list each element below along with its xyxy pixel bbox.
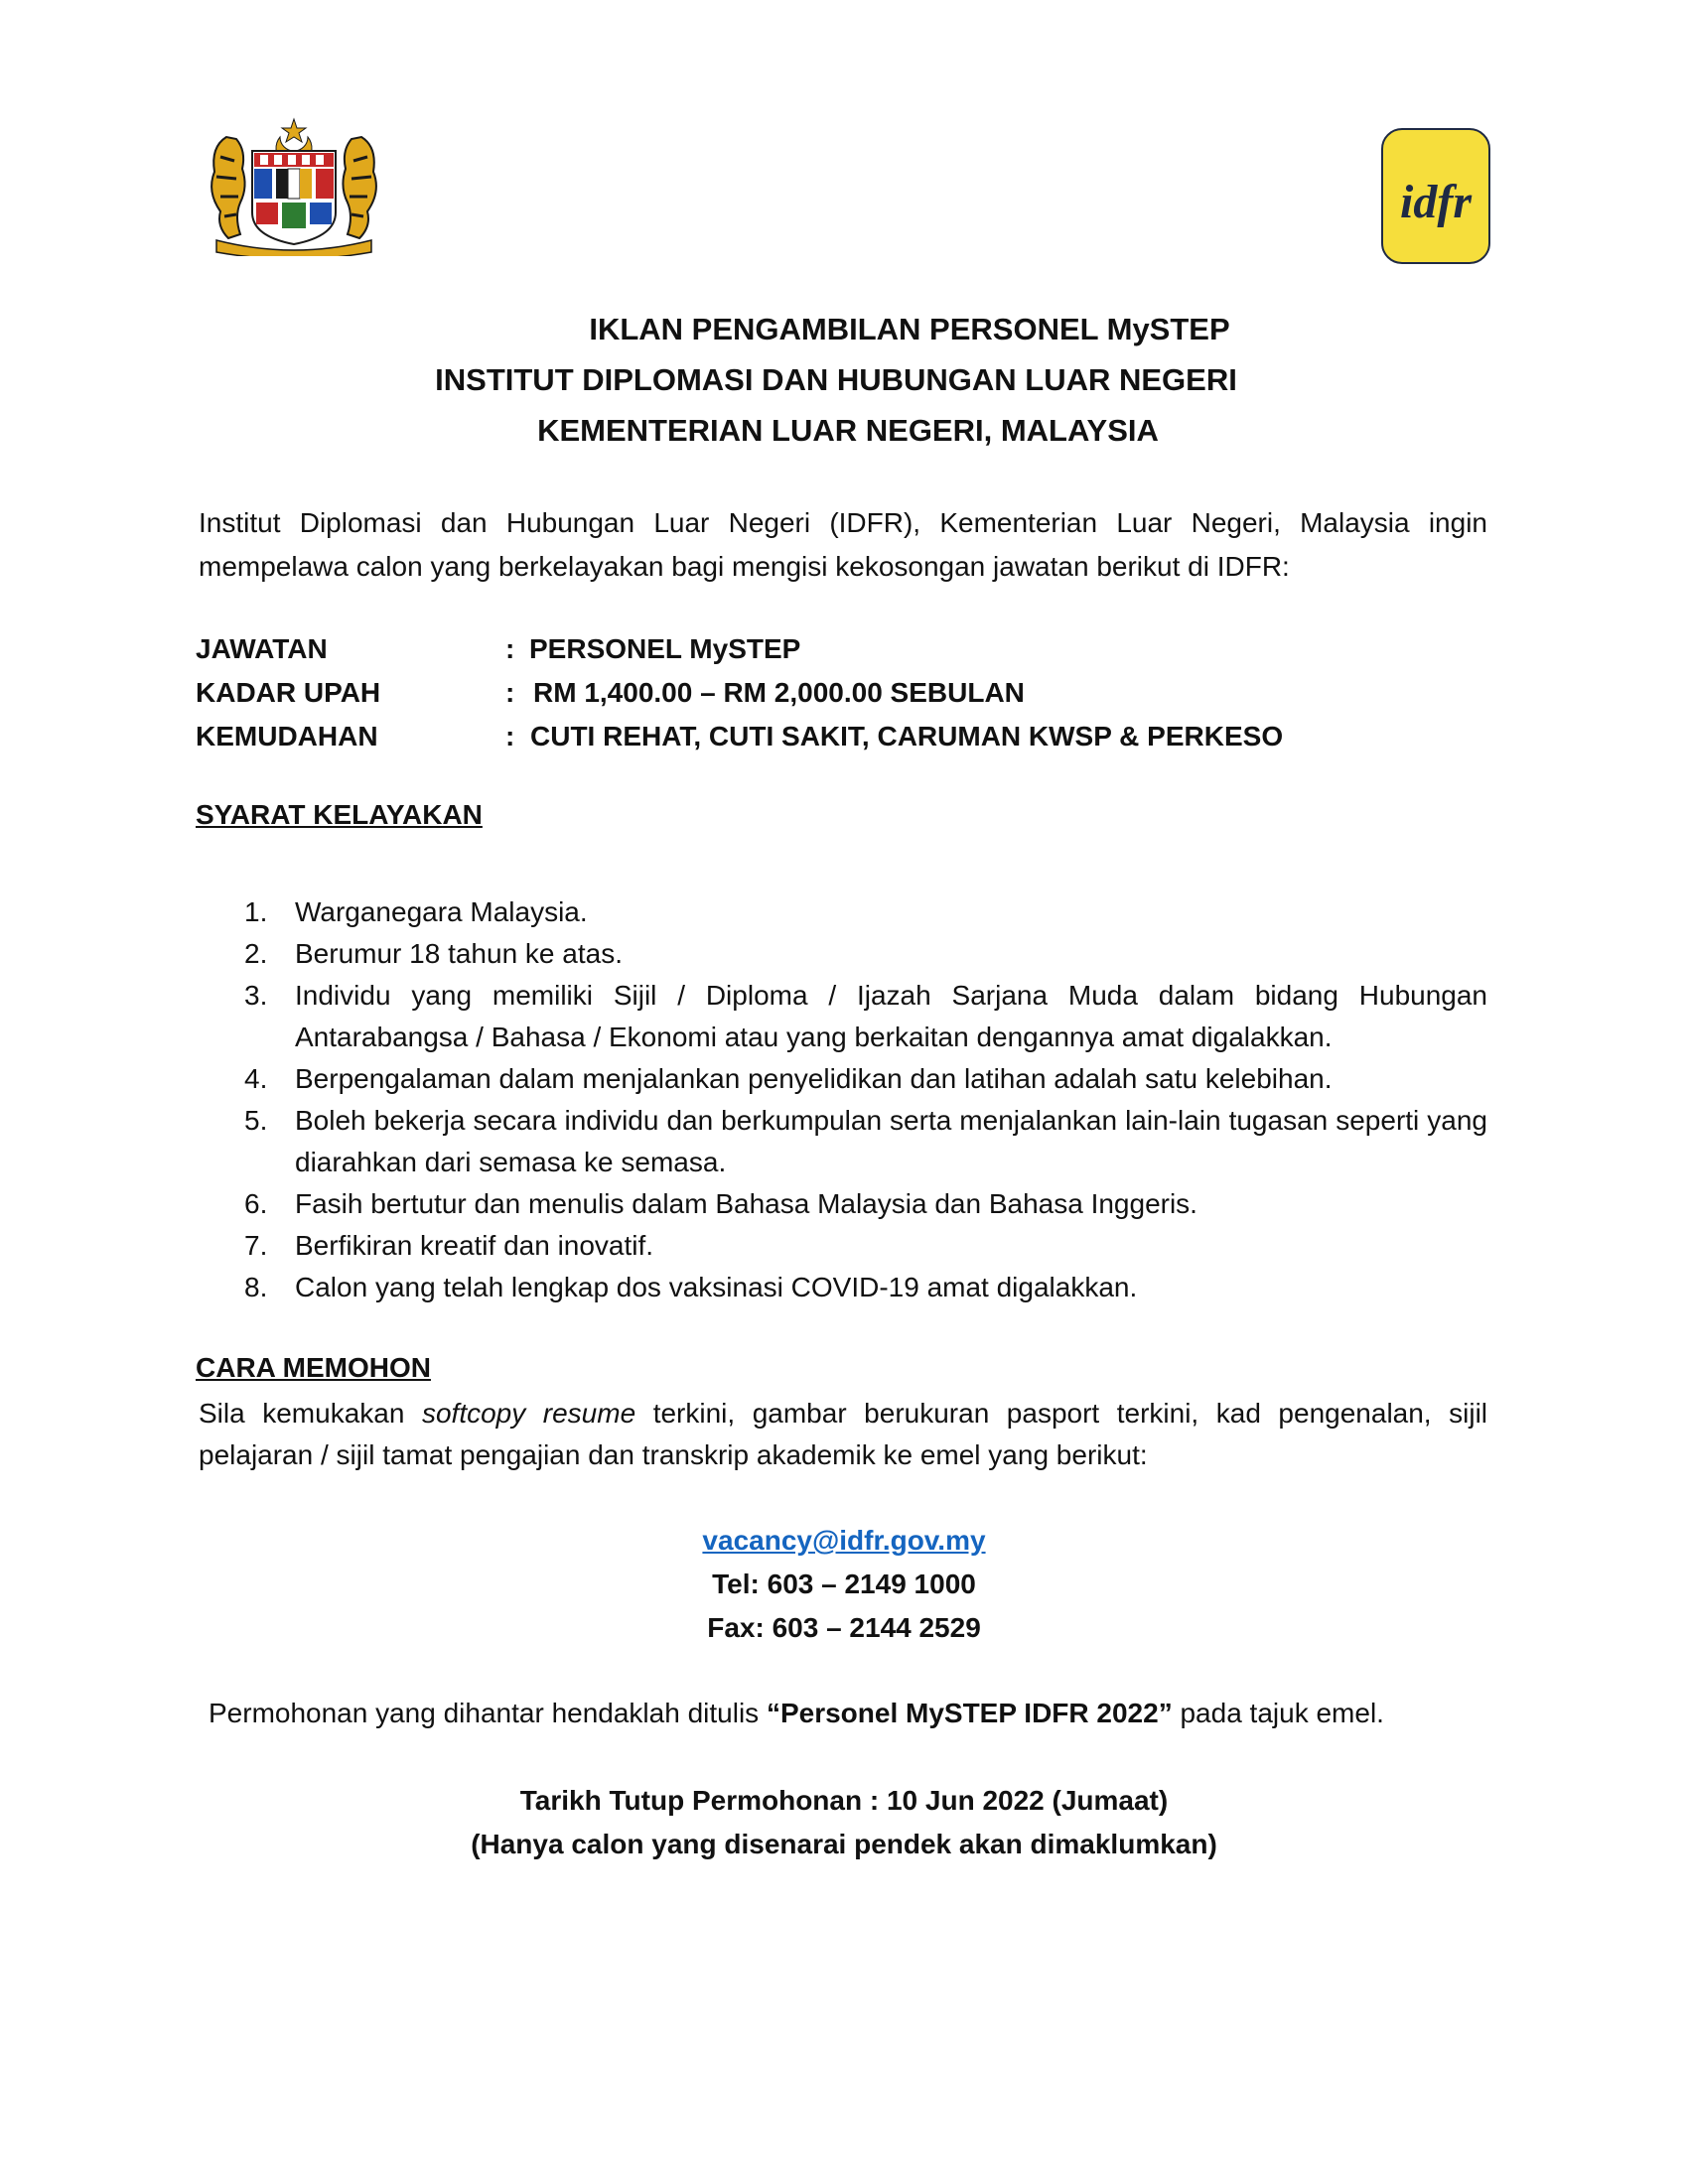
list-text: Warganegara Malaysia. (295, 896, 588, 927)
how-to-apply-text (199, 1393, 1487, 1476)
malaysia-coat-of-arms-icon (197, 117, 391, 256)
list-text: Individu yang memiliki Sijil / Diploma / Ijazah Sarjana Muda dalam bidang Hubungan Antarabangsa / Bahasa / Ekonomi atau yang berkaitan dengannya amat digalakkan. (295, 980, 1487, 1052)
info-value: CUTI REHAT, CUTI SAKIT, CARUMAN KWSP & PERKESO (530, 721, 1284, 751)
info-colon: : (505, 721, 515, 751)
email-link[interactable]: vacancy@idfr.gov.my (702, 1525, 986, 1556)
closing-block (0, 1779, 1688, 1866)
list-item (244, 1058, 1487, 1100)
list-text: Berpengalaman dalam menjalankan penyelidikan dan latihan adalah satu kelebihan. (295, 1063, 1333, 1094)
title-line-3: KEMENTERIAN LUAR NEGERI, MALAYSIA (537, 413, 1159, 448)
how-text-before: Sila kemukakan (199, 1398, 422, 1429)
intro-paragraph: Institut Diplomasi dan Hubungan Luar Negeri (IDFR), Kementerian Luar Negeri, Malaysia ingin mempelawa calon yang berkelayakan bagi mengisi kekosongan jawatan berikut di IDFR: (199, 507, 1487, 582)
subject-before: Permohonan yang dihantar hendaklah ditulis (209, 1698, 767, 1728)
list-number: 7. (244, 1230, 268, 1261)
subject-bold: “Personel MySTEP IDFR 2022” (766, 1698, 1173, 1728)
list-item (244, 1225, 1487, 1267)
idfr-logo-icon (1379, 126, 1492, 266)
fax-number: Fax: 603 – 2144 2529 (707, 1612, 981, 1643)
closing-note: (Hanya calon yang disenarai pendek akan dimaklumkan) (471, 1829, 1217, 1859)
list-text: Boleh bekerja secara individu dan berkumpulan serta menjalankan lain-lain tugasan seperti yang diarahkan dari semasa ke semasa. (295, 1105, 1487, 1177)
title-block (0, 304, 1688, 456)
title-line-2: INSTITUT DIPLOMASI DAN HUBUNGAN LUAR NEGERI (435, 362, 1237, 397)
subject-after: pada tajuk emel. (1172, 1698, 1384, 1728)
info-colon: : (505, 633, 515, 664)
requirements-list (244, 891, 1487, 1308)
how-text-italic: softcopy resume (421, 1398, 636, 1429)
list-item (244, 933, 1487, 975)
list-item (244, 975, 1487, 1058)
how-text-after: terkini, gambar berukuran pasport terkini, kad pengenalan, sijil pelajaran / sijil tamat pengajian dan transkrip akademik ke emel yang berikut: (199, 1398, 1488, 1470)
list-text: Calon yang telah lengkap dos vaksinasi COVID-19 amat digalakkan. (295, 1272, 1138, 1302)
idfr-logo-text: idfr (1400, 176, 1472, 228)
contact-block (0, 1519, 1688, 1650)
closing-date: Tarikh Tutup Permohonan : 10 Jun 2022 (Jumaat) (519, 1785, 1169, 1816)
list-number: 2. (244, 938, 268, 969)
info-colon: : (505, 677, 515, 708)
list-number: 3. (244, 980, 268, 1011)
tel-number: Tel: 603 – 2149 1000 (712, 1569, 976, 1599)
info-value: RM 1,400.00 – RM 2,000.00 SEBULAN (533, 677, 1025, 708)
requirements-heading: SYARAT KELAYAKAN (196, 799, 483, 830)
title-line-1: IKLAN PENGAMBILAN PERSONEL MySTEP (589, 312, 1230, 346)
info-value: PERSONEL MySTEP (529, 633, 801, 664)
list-text: Fasih bertutur dan menulis dalam Bahasa Malaysia dan Bahasa Inggeris. (295, 1188, 1197, 1219)
list-number: 6. (244, 1188, 268, 1219)
list-item (244, 1100, 1487, 1183)
subject-instruction (209, 1698, 1384, 1729)
list-item (244, 1183, 1487, 1225)
info-label: KEMUDAHAN (196, 721, 378, 751)
list-number: 4. (244, 1063, 268, 1094)
list-number: 5. (244, 1105, 268, 1136)
list-number: 1. (244, 896, 268, 927)
list-text: Berfikiran kreatif dan inovatif. (295, 1230, 654, 1261)
info-label: JAWATAN (196, 633, 328, 664)
list-item (244, 1267, 1487, 1308)
info-label: KADAR UPAH (196, 677, 381, 708)
list-text: Berumur 18 tahun ke atas. (295, 938, 623, 969)
how-to-apply-heading: CARA MEMOHON (196, 1352, 431, 1383)
list-item (244, 891, 1487, 933)
list-number: 8. (244, 1272, 268, 1302)
